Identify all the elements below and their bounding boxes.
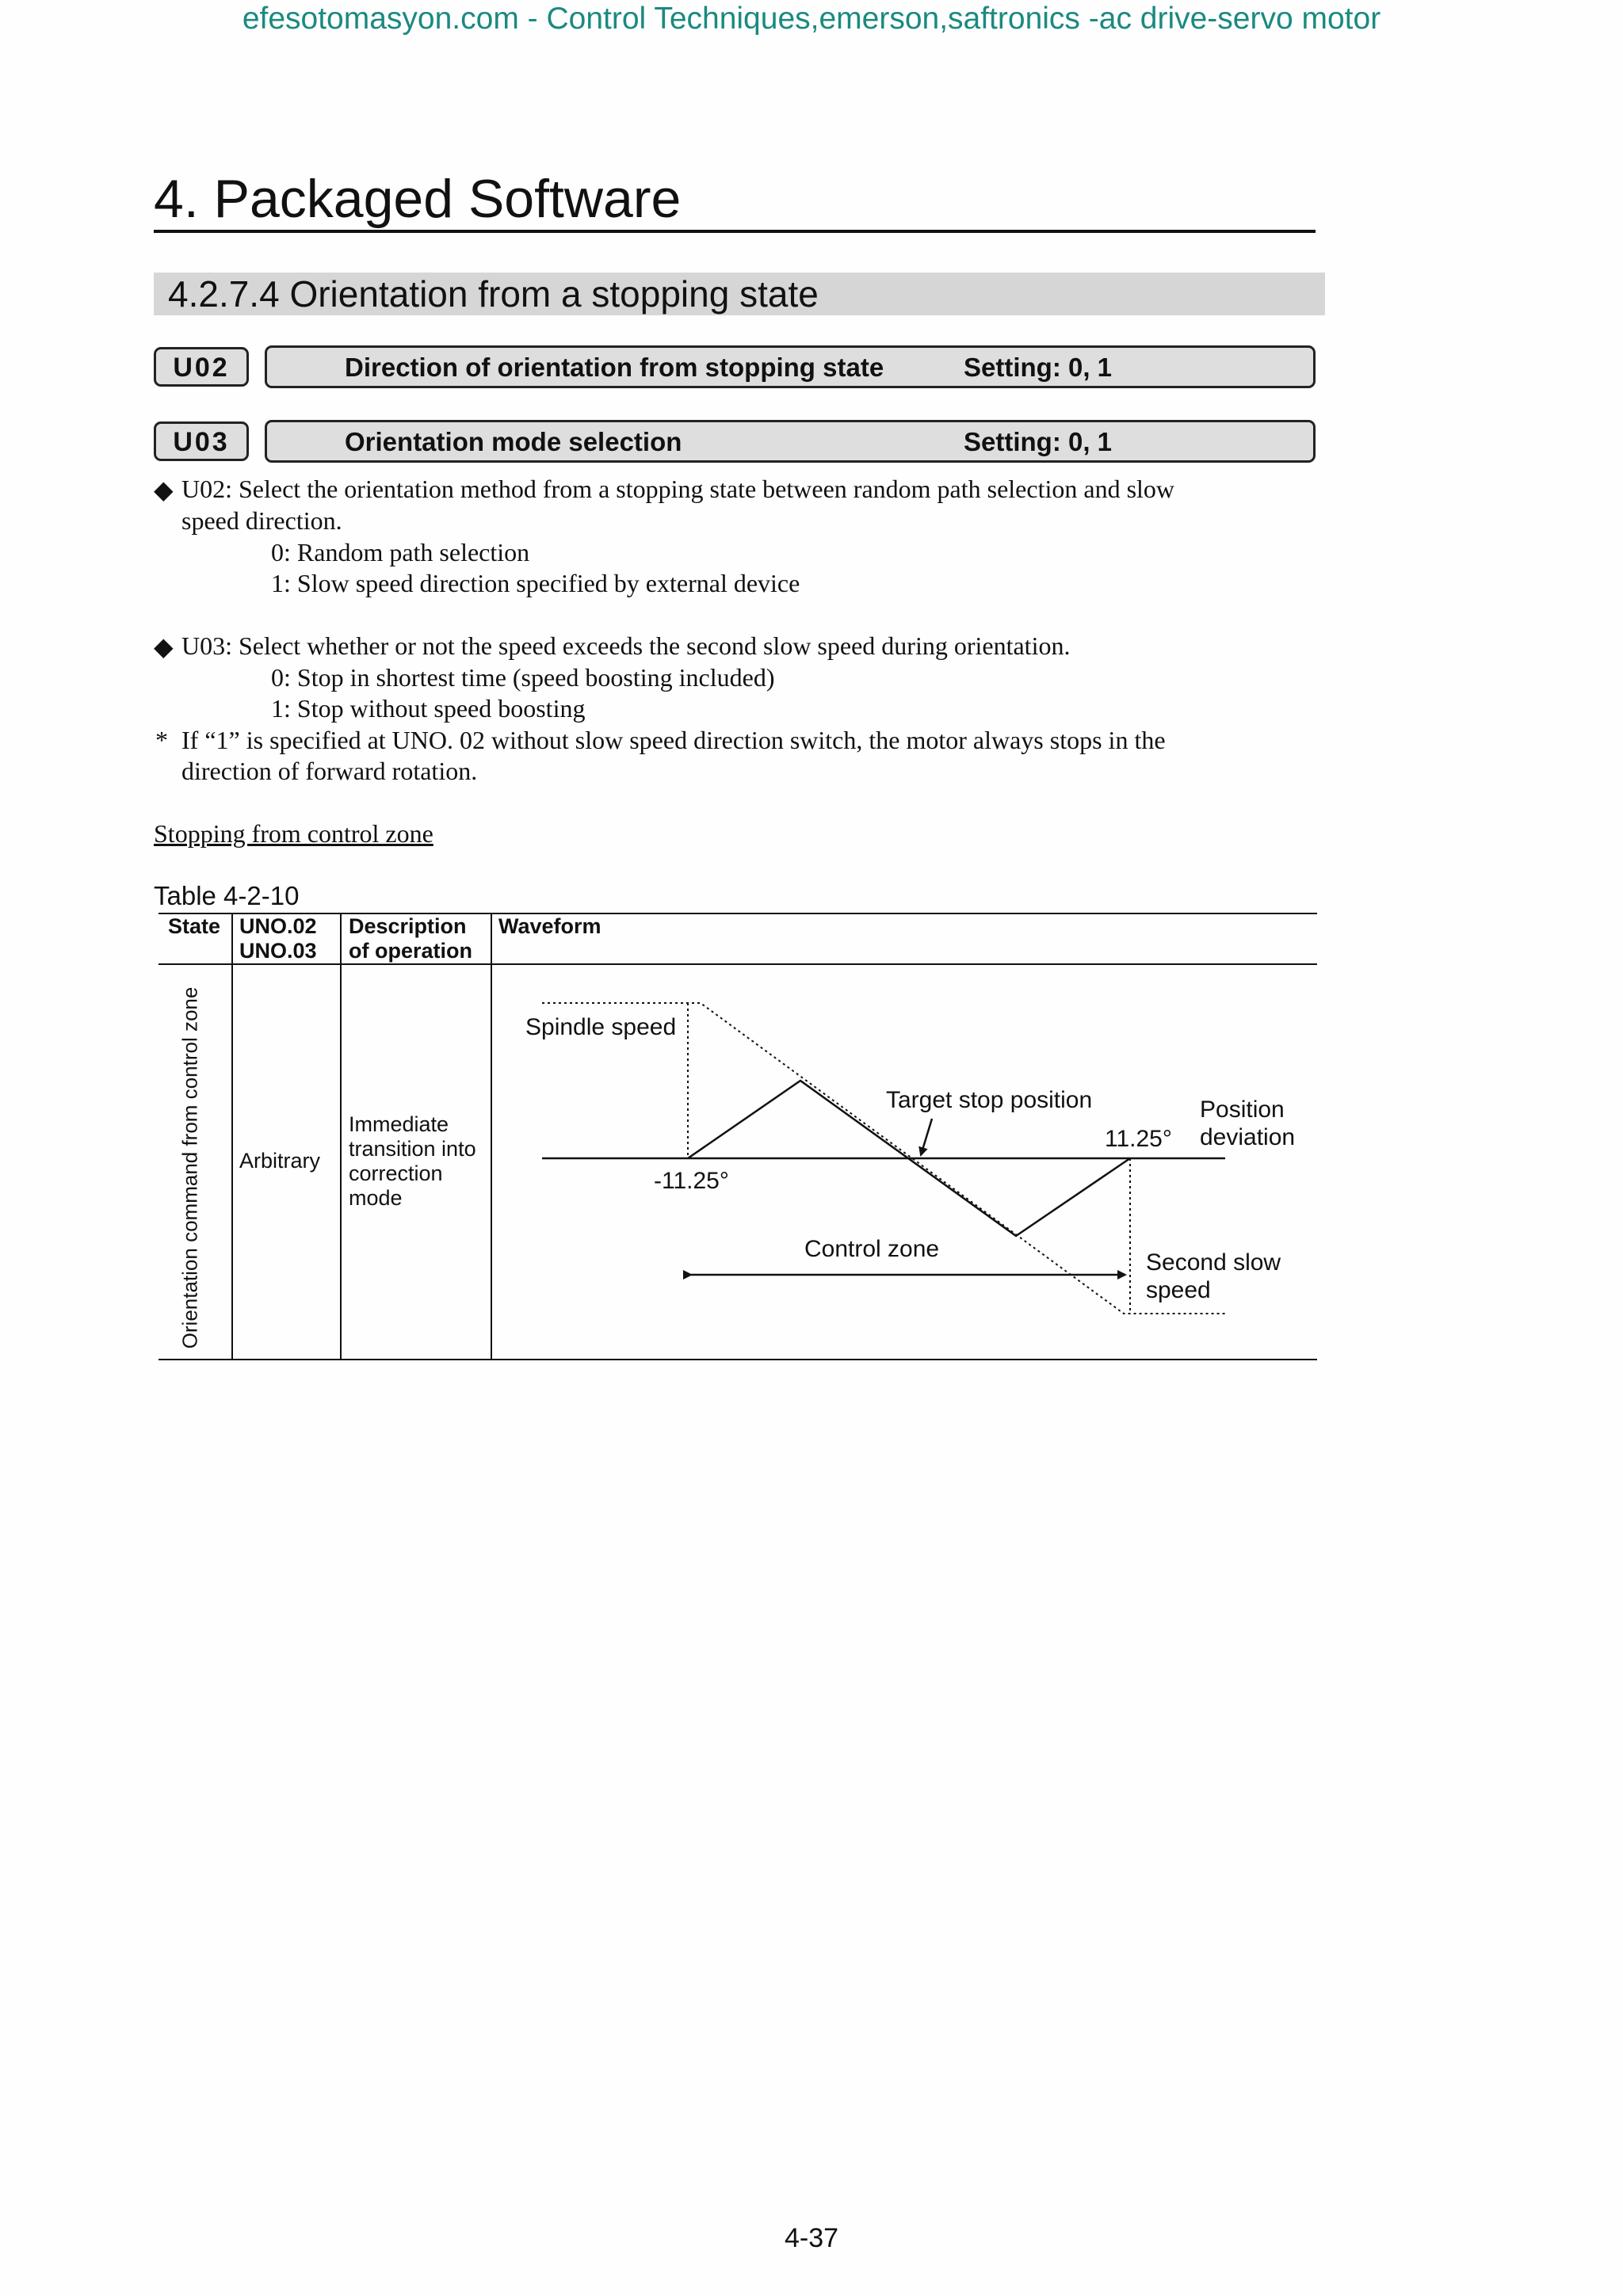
label-second-slow-line1: Second slow [1146,1249,1281,1276]
label-minus-angle: -11.25° [654,1168,729,1194]
u03-description-line1: U03: Select whether or not the speed exceeds the second slow speed during orientation. [181,631,1071,660]
param-code-u03: U03 [154,421,249,461]
header-state: State [168,914,221,938]
subheading: Stopping from control zone [154,819,433,848]
label-control-zone: Control zone [804,1236,940,1262]
header-desc-line1: Description [349,914,467,938]
row-state: Orientation command from control zone [178,986,202,1349]
u02-description-line1: U02: Select the orientation method from a stopping state between random path selection and slow [181,475,1175,503]
header-uno-line2: UNO.03 [239,939,317,963]
page-number: 4-37 [784,2223,839,2253]
bullet-u02: ◆ [154,475,174,504]
u02-option-1: 1: Slow speed direction specified by external device [271,569,800,597]
label-plus-angle: 11.25° [1105,1126,1172,1152]
bullet-u03: ◆ [154,632,174,661]
row-uno: Arbitrary [239,1149,321,1173]
row-desc-line4: mode [349,1186,403,1210]
header-uno-line1: UNO.02 [239,914,317,938]
u03-option-1: 1: Stop without speed boosting [271,694,586,723]
label-second-slow-line2: speed [1146,1277,1211,1303]
row-desc-line1: Immediate [349,1112,449,1136]
note-line2: direction of forward rotation. [181,757,478,785]
note-mark: * [155,726,168,754]
label-position-deviation-line1: Position [1200,1097,1285,1123]
u02-description-line2: speed direction. [181,506,342,535]
param-code-u02: U02 [154,347,249,387]
param-setting-u03: Setting: 0, 1 [964,427,1113,456]
target-stop-arrow [921,1119,932,1155]
header-desc-line2: of operation [349,939,472,963]
site-banner: efesotomasyon.com - Control Techniques,emerson,saftronics -ac drive-servo motor [242,2,1381,36]
row-desc-line2: transition into [349,1137,476,1161]
section-title: 4.2.7.4 Orientation from a stopping state [168,273,819,315]
param-setting-u02: Setting: 0, 1 [964,353,1113,382]
u03-option-0: 0: Stop in shortest time (speed boosting included) [271,663,775,692]
header-waveform: Waveform [498,914,601,938]
row-desc-line3: correction [349,1161,443,1185]
param-name-u03: Orientation mode selection [345,427,682,456]
u02-option-0: 0: Random path selection [271,538,530,566]
label-target-stop: Target stop position [886,1087,1093,1113]
label-spindle-speed: Spindle speed [525,1014,677,1040]
table-caption: Table 4-2-10 [154,881,300,910]
param-name-u02: Direction of orientation from stopping state [345,353,884,382]
label-position-deviation-line2: deviation [1200,1124,1296,1150]
note-line1: If “1” is specified at UNO. 02 without slow speed direction switch, the motor always stops in the [181,726,1166,754]
chapter-title: 4. Packaged Software [154,169,682,229]
